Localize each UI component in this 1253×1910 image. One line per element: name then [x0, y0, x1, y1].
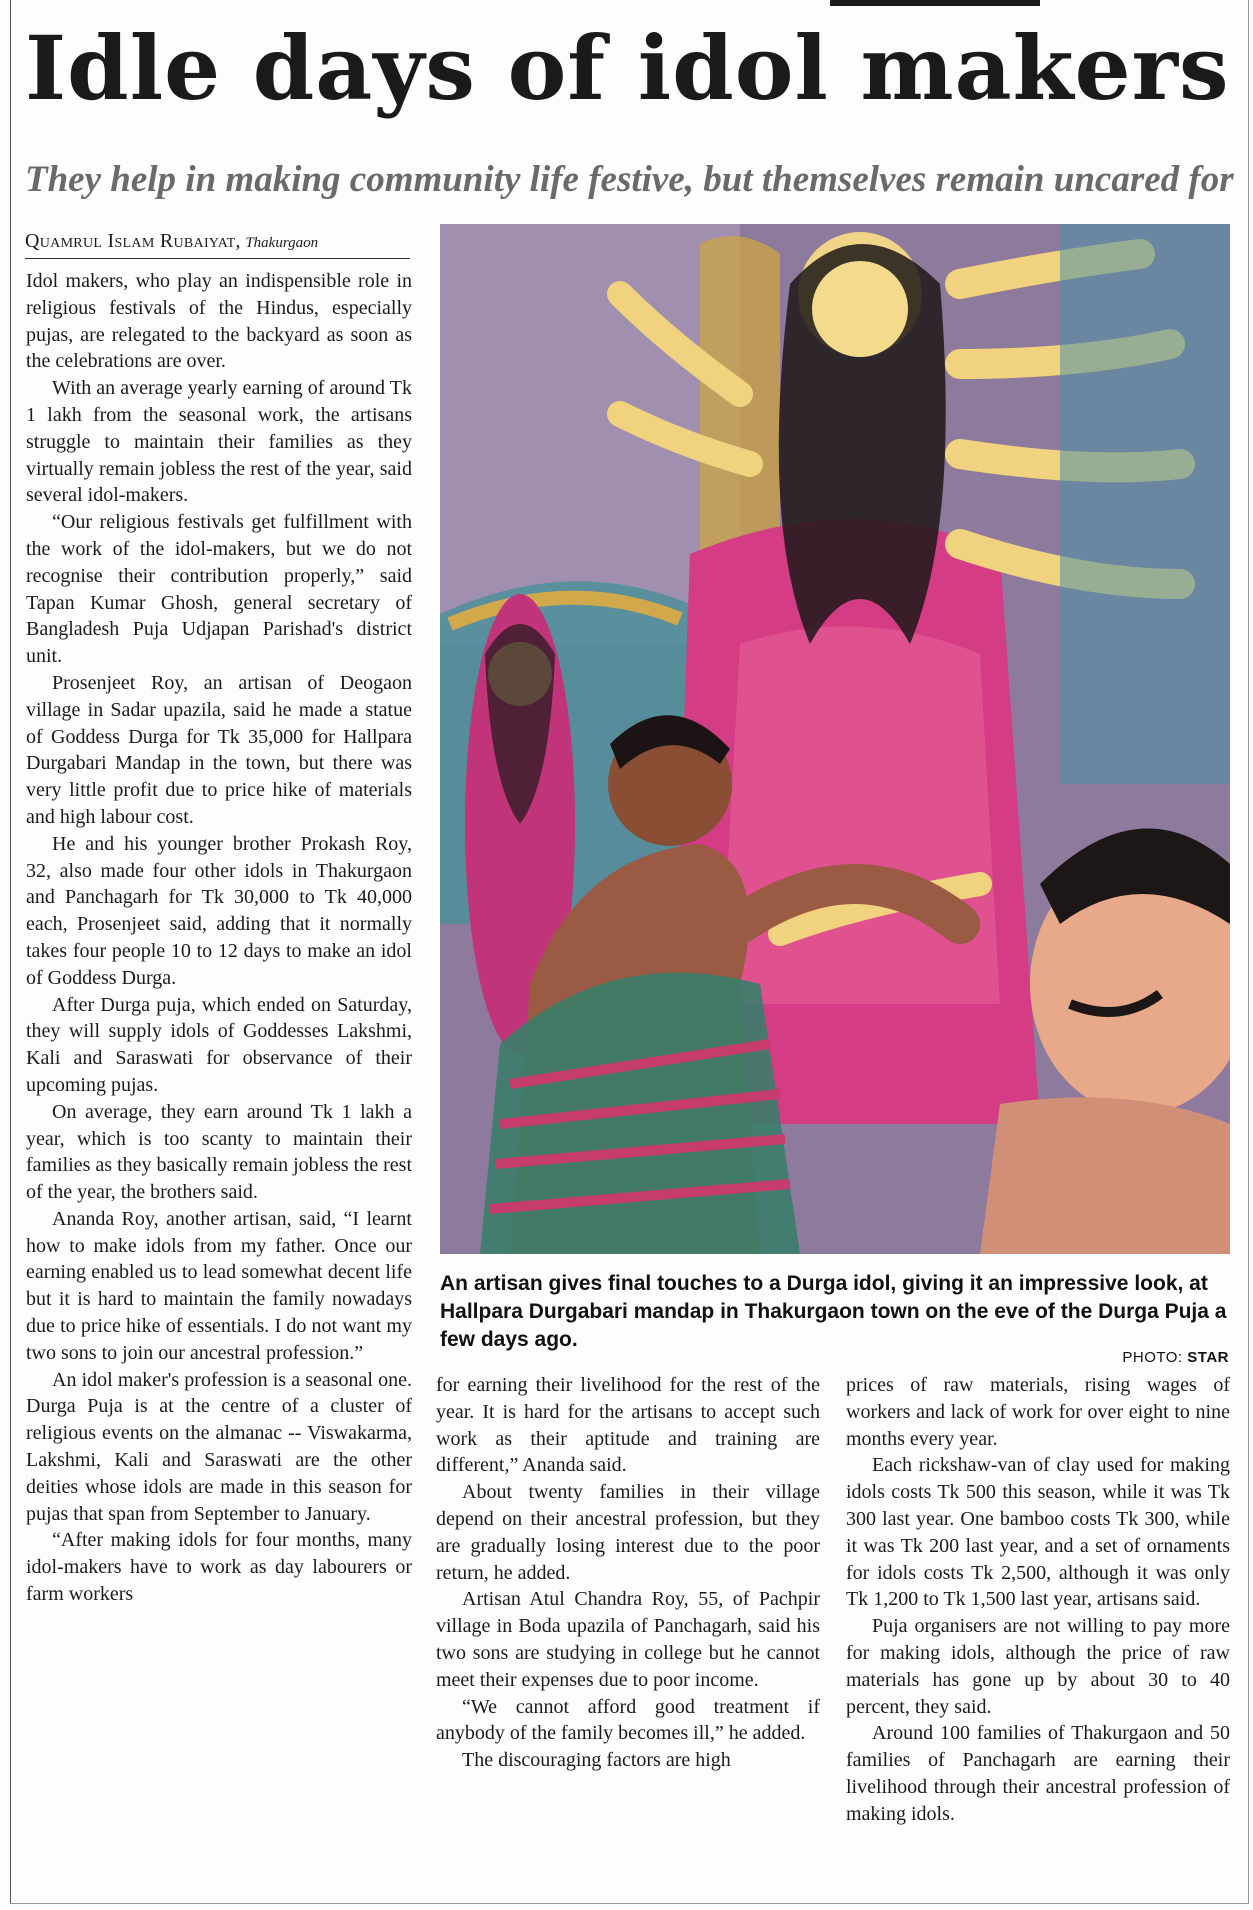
paragraph: “After making idols for four months, many idol-makers have to work as day labourers or farm workers — [26, 1529, 412, 1606]
paragraph: On average, they earn around Tk 1 lakh a year, which is too scanty to maintain their families as they basically remain jobless the rest of the year, the brothers said. — [26, 1100, 412, 1204]
paragraph: “We cannot afford good treatment if anybody of the family becomes ill,” he added. — [436, 1695, 820, 1745]
paragraph: “Our religious festivals get fulfillment with the work of the idol-makers, but we do not recognise their contribution properly,” said Tapan Kumar Ghosh, general secretary of Bangladesh Puja Udjapan Parishad's district unit. — [26, 511, 412, 668]
photo-credit — [1122, 1349, 1229, 1366]
paragraph: After Durga puja, which ended on Saturday, they will supply idols of Goddesses Lakshmi, Kali and Saraswati for observance of their upcoming pujas. — [26, 993, 412, 1096]
photo-caption: An artisan gives final touches to a Durga idol, giving it an impressive look, at Hallpara Durgabari mandap in Thakurgaon town on the eve of the Durga Puja a few days ago. — [440, 1272, 1227, 1351]
article-column-1 — [26, 268, 412, 1878]
paragraph: Around 100 families of Thakurgaon and 50 families of Panchagarh are earning their livelihood through their ancestral profession of making idols. — [846, 1722, 1230, 1825]
subheadline: They help in making community life festive, but themselves remain uncared for — [25, 159, 1234, 200]
article-column-2 — [436, 1372, 820, 1878]
byline-location: Thakurgaon — [245, 235, 319, 251]
photo-illustration — [440, 224, 1230, 1254]
left-border-rule — [10, 0, 11, 1904]
paragraph: Puja organisers are not willing to pay more for making idols, although the price of raw materials has gone up by about 30 to 40 percent, they said. — [846, 1615, 1230, 1718]
headline: Idle days of idol makers — [25, 16, 1230, 120]
paragraph: prices of raw materials, rising wages of workers and lack of work for over eight to nine months every year. — [846, 1374, 1230, 1450]
right-border-rule — [1248, 0, 1249, 1904]
photo-credit-label: PHOTO: — [1122, 1349, 1183, 1366]
paragraph: About twenty families in their village depend on their ancestral profession, but they are gradually losing interest due to the poor return, he added. — [436, 1481, 820, 1584]
photo-credit-source: STAR — [1187, 1349, 1229, 1366]
paragraph: for earning their livelihood for the rest of the year. It is hard for the artisans to accept such work as their aptitude and training are different,” Ananda said. — [436, 1374, 820, 1477]
top-edge-bar — [830, 0, 1040, 6]
paragraph: The discouraging factors are high — [462, 1749, 731, 1772]
durga-idol-photo — [440, 224, 1230, 1254]
paragraph: Prosenjeet Roy, an artisan of Deogaon village in Sadar upazila, said he made a statue of Goddess Durga for Tk 35,000 for Hallpara Durgabari Mandap in the town, but there was very little profit due to price hike of materials and high labour cost. — [26, 671, 412, 828]
paragraph: With an average yearly earning of around Tk 1 lakh from the seasonal work, the artisans struggle to maintain their families as they virtually remain jobless the rest of the year, said several idol-makers. — [26, 377, 412, 507]
paragraph: An idol maker's profession is a seasonal one. Durga Puja is at the centre of a cluster of religious events on the almanac -- Viswakarma, Lakshmi, Kali and Saraswati are the other deities whose idols are made in this season for pujas that span from September to January. — [26, 1368, 412, 1525]
bottom-border-rule — [10, 1903, 1249, 1904]
paragraph: Artisan Atul Chandra Roy, 55, of Pachpir village in Boda upazila of Panchagarh, said his two sons are studying in college but he cannot meet their expenses due to poor income. — [436, 1588, 820, 1691]
paragraph: Idol makers, who play an indispensible role in religious festivals of the Hindus, especially pujas, are relegated to the backyard as soon as the celebrations are over. — [26, 270, 412, 373]
paragraph: Each rickshaw-van of clay used for making idols costs Tk 500 this season, while it was Tk 300 last year. One bamboo costs Tk 300, while it was Tk 200 last year, and a set of ornaments for idols costs Tk 2,500, although it was only Tk 1,200 to Tk 1,500 last year, artisans said. — [846, 1454, 1230, 1611]
byline-author: Quamrul Islam Rubaiyat, — [25, 230, 241, 252]
paragraph: Ananda Roy, another artisan, said, “I learnt how to make idols from my father. Once our earning enabled us to lead somewhat decent life but it is hard to maintain the family nowadays due to price hike of essentials. I do not want my two sons to join our ancestral profession.” — [26, 1207, 412, 1364]
article-column-3 — [846, 1372, 1230, 1878]
paragraph: He and his younger brother Prokash Roy, 32, also made four other idols in Thakurgaon and Panchagarh for Tk 30,000 to Tk 40,000 each, Prosenjeet said, adding that it normally takes four people 10 to 12 days to make an idol of Goddess Durga. — [26, 832, 412, 989]
byline — [25, 224, 410, 259]
